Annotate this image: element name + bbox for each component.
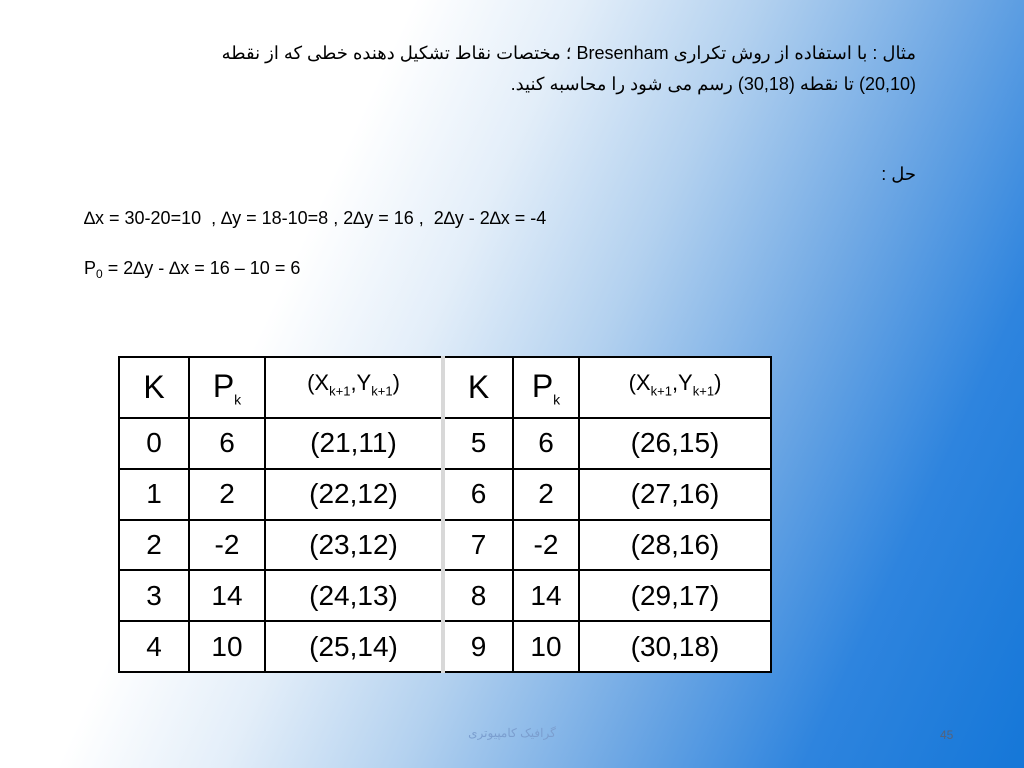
cell-xy-2: (27,16) bbox=[579, 469, 771, 520]
footer-title: گرافیک کامپیوتری bbox=[468, 726, 556, 740]
header-pk-2-subscript: k bbox=[553, 391, 561, 408]
p0-subscript: 0 bbox=[96, 267, 103, 281]
cell-pk: -2 bbox=[189, 520, 265, 571]
cell-pk: 14 bbox=[189, 570, 265, 621]
cell-xy: (24,13) bbox=[265, 570, 443, 621]
header-xy-sub2: k+1 bbox=[371, 383, 393, 399]
header-k: K bbox=[119, 357, 189, 418]
table-row bbox=[119, 418, 771, 469]
cell-k: 2 bbox=[119, 520, 189, 571]
cell-xy-2: (26,15) bbox=[579, 418, 771, 469]
table-row bbox=[119, 621, 771, 672]
header-pk bbox=[189, 357, 265, 418]
cell-k: 0 bbox=[119, 418, 189, 469]
cell-xy-2: (28,16) bbox=[579, 520, 771, 571]
delta-equation: ∆x = 30-20=10 , ∆y = 18-10=8 , 2∆y = 16 , 2∆y - 2∆x = -4 bbox=[84, 208, 547, 228]
header-pk-subscript: k bbox=[234, 391, 242, 408]
cell-k: 1 bbox=[119, 469, 189, 520]
table-header-row bbox=[119, 357, 771, 418]
cell-pk: 6 bbox=[189, 418, 265, 469]
header-pk-2 bbox=[513, 357, 579, 418]
header-k-2: K bbox=[443, 357, 513, 418]
page-number: 45 bbox=[940, 728, 954, 742]
cell-pk-2: 6 bbox=[513, 418, 579, 469]
cell-pk: 10 bbox=[189, 621, 265, 672]
cell-k: 3 bbox=[119, 570, 189, 621]
cell-k-2: 6 bbox=[443, 469, 513, 520]
cell-xy: (23,12) bbox=[265, 520, 443, 571]
header-xy-2 bbox=[579, 357, 771, 418]
header-xy-mid: ,Y bbox=[350, 370, 372, 395]
header-pk-symbol: P bbox=[212, 367, 235, 404]
cell-xy-2: (29,17) bbox=[579, 570, 771, 621]
header-xy-close: ) bbox=[392, 370, 400, 395]
table-row bbox=[119, 469, 771, 520]
cell-xy-2: (30,18) bbox=[579, 621, 771, 672]
cell-k-2: 9 bbox=[443, 621, 513, 672]
header-xy-open: (X bbox=[307, 370, 330, 395]
cell-xy: (22,12) bbox=[265, 469, 443, 520]
cell-pk-2: 14 bbox=[513, 570, 579, 621]
header-xy-2-sub1: k+1 bbox=[650, 383, 672, 399]
solution-label: حل : bbox=[881, 164, 916, 184]
header-pk-2-symbol: P bbox=[531, 367, 554, 404]
cell-pk-2: 2 bbox=[513, 469, 579, 520]
cell-pk: 2 bbox=[189, 469, 265, 520]
cell-pk-2: 10 bbox=[513, 621, 579, 672]
p0-equation bbox=[84, 258, 300, 281]
header-xy-sub1: k+1 bbox=[329, 383, 351, 399]
table-row bbox=[119, 520, 771, 571]
p0-symbol: P bbox=[84, 258, 97, 278]
cell-k-2: 8 bbox=[443, 570, 513, 621]
header-xy-2-close: ) bbox=[714, 370, 722, 395]
cell-xy: (21,11) bbox=[265, 418, 443, 469]
cell-pk-2: -2 bbox=[513, 520, 579, 571]
header-xy-2-sub2: k+1 bbox=[692, 383, 715, 399]
bresenham-table bbox=[118, 356, 772, 673]
cell-xy: (25,14) bbox=[265, 621, 443, 672]
table-row bbox=[119, 570, 771, 621]
header-xy-2-open: (X bbox=[628, 370, 651, 395]
cell-k-2: 7 bbox=[443, 520, 513, 571]
problem-line-2: (20,10) تا نقطه (30,18) رسم می شود را محاسبه کنید. bbox=[510, 74, 916, 94]
cell-k-2: 5 bbox=[443, 418, 513, 469]
problem-line-1: مثال : با استفاده از روش تکراری Bresenham ؛ مختصات نقاط تشکیل دهنده خطی که از نقطه bbox=[221, 43, 916, 63]
header-xy bbox=[265, 357, 443, 418]
cell-k: 4 bbox=[119, 621, 189, 672]
problem-statement bbox=[110, 38, 916, 100]
header-xy-2-mid: ,Y bbox=[671, 370, 693, 395]
p0-expression: = 2∆y - ∆x = 16 – 10 = 6 bbox=[102, 258, 301, 278]
